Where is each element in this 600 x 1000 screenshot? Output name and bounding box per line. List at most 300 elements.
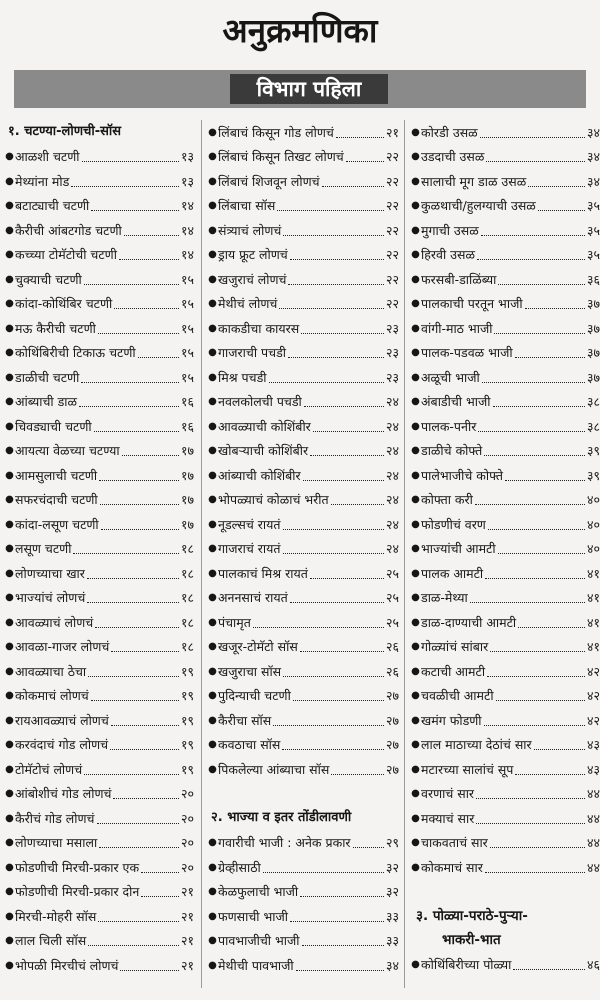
toc-entry-title: पालकाचं मिश्र रायतं: [218, 565, 308, 581]
bullet-icon: ●: [208, 224, 217, 236]
bullet-icon: ●: [5, 641, 14, 653]
dot-leader: [310, 451, 384, 456]
toc-entry: [410, 757, 600, 782]
toc-list: [207, 831, 399, 978]
dot-leader: [263, 868, 384, 873]
bullet-icon: ●: [5, 494, 14, 506]
toc-entry-page: २१: [180, 933, 194, 949]
bullet-icon: ●: [411, 763, 420, 775]
toc-entry-page: १५: [180, 271, 194, 287]
toc-entry: [4, 904, 194, 929]
toc-entry: [207, 953, 399, 978]
toc-entry-page: १७: [180, 516, 194, 532]
toc-entry-page: २२: [385, 222, 399, 238]
dot-leader: [87, 574, 179, 579]
dot-leader: [288, 353, 384, 358]
dot-leader: [528, 182, 585, 187]
toc-entry: [207, 243, 399, 268]
toc-entry-page: ३८: [586, 394, 600, 410]
toc-entry-title: अननसाचं रायतं: [218, 590, 288, 606]
bullet-icon: ●: [208, 273, 217, 285]
toc-entry-page: २१: [180, 908, 194, 924]
toc-entry-page: १८: [180, 565, 194, 581]
dot-leader: [484, 721, 585, 726]
bullet-icon: ●: [208, 518, 217, 530]
dot-leader: [485, 574, 585, 579]
toc-entry-page: २२: [385, 296, 399, 312]
toc-entry-title: मुगाची उसळ: [421, 222, 479, 238]
toc-entry: [4, 659, 194, 684]
toc-entry-title: पावभाजीची भाजी: [218, 933, 300, 949]
bullet-icon: ●: [208, 543, 217, 555]
dot-leader: [301, 329, 384, 334]
bullet-icon: ●: [5, 861, 14, 873]
toc-entry-title: आवळा-गाजर लोणचं: [15, 639, 110, 655]
dot-leader: [476, 794, 585, 799]
dot-leader: [302, 941, 384, 946]
toc-entry-title: भोपळ्याचं कोळाचं भरीत: [218, 492, 329, 508]
dot-leader: [505, 476, 585, 481]
dot-leader: [79, 402, 179, 407]
bullet-icon: ●: [5, 886, 14, 898]
bullet-icon: ●: [208, 910, 217, 922]
dot-leader: [283, 231, 384, 236]
toc-entry-page: १४: [180, 198, 194, 214]
dot-leader: [269, 378, 384, 383]
toc-entry-page: ४२: [586, 688, 600, 704]
toc-entry-page: १७: [180, 443, 194, 459]
dot-leader: [91, 206, 179, 211]
toc-entry-page: २४: [385, 394, 399, 410]
toc-entry-title: कटाची आमटी: [421, 663, 486, 679]
toc-entry: [410, 145, 600, 170]
toc-entry-title: ग्रेव्हीसाठी: [218, 859, 261, 875]
toc-entry: [207, 708, 399, 733]
dot-leader: [84, 770, 179, 775]
toc-entry: [410, 855, 600, 880]
toc-entry-title: पालकाची परतून भाजी: [421, 296, 523, 312]
toc-column-2: [207, 120, 399, 978]
dot-leader: [470, 598, 585, 603]
toc-entry-title: करवंदाचं गोड लोणचं: [15, 737, 109, 753]
bullet-icon: ●: [411, 592, 420, 604]
toc-entry: [410, 782, 600, 807]
toc-entry-title: बटाट्याची चटणी: [15, 198, 90, 214]
dot-leader: [81, 378, 179, 383]
toc-entry-page: २४: [385, 443, 399, 459]
toc-entry-title: कच्च्या टोमॅटोची चटणी: [15, 247, 117, 263]
bullet-icon: ●: [5, 592, 14, 604]
bullet-icon: ●: [5, 200, 14, 212]
dot-leader: [98, 917, 179, 922]
toc-entry-title: पंचामृत: [218, 614, 251, 630]
dot-leader: [487, 672, 585, 677]
toc-entry-title: गवारीची भाजी : अनेक प्रकार: [218, 835, 351, 851]
section-heading-2: २. भाज्या व इतर तोंडीलावणी: [211, 810, 352, 825]
bullet-icon: ●: [5, 298, 14, 310]
toc-entry: [4, 365, 194, 390]
dot-leader: [293, 696, 384, 701]
toc-entry-page: २७: [385, 761, 399, 777]
toc-entry-title: पालक-पनीर: [421, 418, 477, 434]
dot-leader: [113, 794, 179, 799]
bullet-icon: ●: [5, 739, 14, 751]
toc-entry: [410, 806, 600, 831]
toc-entry-title: अळूची भाजी: [421, 369, 480, 385]
toc-entry-page: २७: [385, 688, 399, 704]
toc-entry: [4, 561, 194, 586]
bullet-icon: ●: [411, 420, 420, 432]
dot-leader: [100, 500, 179, 505]
dot-leader: [296, 966, 384, 971]
bullet-icon: ●: [5, 935, 14, 947]
section-heading-3-line-1: ३. पोळ्या-पराठे-पुऱ्या-: [416, 908, 528, 924]
bullet-icon: ●: [5, 567, 14, 579]
dot-leader: [518, 623, 585, 628]
toc-entry-page: २६: [385, 639, 399, 655]
toc-entry: [410, 292, 600, 317]
dot-leader: [538, 206, 585, 211]
toc-entry-page: १७: [180, 467, 194, 483]
bullet-icon: ●: [208, 469, 217, 481]
dot-leader: [534, 745, 585, 750]
toc-entry: [207, 463, 399, 488]
dot-leader: [480, 133, 585, 138]
toc-entry: [207, 488, 399, 513]
toc-entry: [410, 586, 600, 611]
toc-entry-page: २१: [180, 957, 194, 973]
toc-entry-title: टोमॅटोचं लोणचं: [15, 761, 83, 777]
section-heading-3-line-2: भाकरी-भात: [442, 932, 501, 948]
toc-entry-page: २९: [385, 835, 399, 851]
toc-entry: [410, 733, 600, 758]
dot-leader: [110, 745, 179, 750]
dot-leader: [353, 843, 384, 848]
toc-entry-page: २५: [385, 590, 399, 606]
bullet-icon: ●: [5, 812, 14, 824]
dot-leader: [283, 549, 384, 554]
toc-entry-title: पिकलेल्या आंब्याचा सॉस: [218, 761, 330, 777]
dot-leader: [290, 917, 384, 922]
dot-leader: [331, 770, 384, 775]
toc-entry-title: हिरवी उसळ: [421, 247, 475, 263]
toc-entry: [207, 880, 399, 905]
toc-entry-title: खमंग फोडणी: [421, 712, 482, 728]
toc-entry-title: आवळ्याचा ठेचा: [15, 663, 87, 679]
toc-entry-page: ४१: [586, 590, 600, 606]
toc-entry: [410, 218, 600, 243]
bullet-icon: ●: [5, 445, 14, 457]
toc-entry: [410, 316, 600, 341]
toc-entry-title: मेथीची पावभाजी: [218, 957, 294, 973]
toc-entry: [4, 512, 194, 537]
dot-leader: [303, 476, 384, 481]
bullet-icon: ●: [208, 151, 217, 163]
toc-entry: [4, 708, 194, 733]
toc-entry: [4, 488, 194, 513]
toc-entry: [410, 169, 600, 194]
toc-entry-title: फणसाची भाजी: [218, 908, 289, 924]
bullet-icon: ●: [208, 616, 217, 628]
dot-leader: [282, 745, 384, 750]
dot-leader: [71, 182, 179, 187]
toc-entry: [4, 145, 194, 170]
toc-entry-page: ४१: [586, 639, 600, 655]
toc-entry-title: संत्र्याचं लोणचं: [218, 222, 282, 238]
toc-entry-title: आंबोशीचं गोड लोणचं: [15, 786, 112, 802]
toc-entry-title: फोडणीची मिरची-प्रकार एक: [15, 859, 140, 875]
bullet-icon: ●: [411, 567, 420, 579]
toc-entry: [4, 929, 194, 954]
toc-entry: [4, 537, 194, 562]
toc-entry: [4, 463, 194, 488]
toc-entry-title: फोडणीची मिरची-प्रकार दोन: [15, 884, 140, 900]
dot-leader: [111, 721, 179, 726]
toc-entry-page: १५: [180, 369, 194, 385]
bullet-icon: ●: [208, 690, 217, 702]
bullet-icon: ●: [208, 714, 217, 726]
dot-leader: [120, 966, 179, 971]
dot-leader: [484, 451, 585, 456]
bullet-icon: ●: [5, 763, 14, 775]
toc-entry-page: ३५: [586, 198, 600, 214]
dot-leader: [496, 696, 585, 701]
bullet-icon: ●: [411, 616, 420, 628]
toc-entry-title: लोणच्याचा खार: [15, 565, 85, 581]
dot-leader: [82, 157, 179, 162]
toc-entry-page: ३७: [586, 320, 600, 336]
dot-leader: [141, 868, 179, 873]
toc-entry: [207, 341, 399, 366]
bullet-icon: ●: [208, 298, 217, 310]
bullet-icon: ●: [411, 224, 420, 236]
dot-leader: [300, 892, 384, 897]
toc-entry-page: १९: [180, 761, 194, 777]
toc-entry: [410, 610, 600, 635]
toc-entry: [410, 684, 600, 709]
toc-entry: [4, 218, 194, 243]
dot-leader: [91, 696, 179, 701]
bullet-icon: ●: [208, 371, 217, 383]
dot-leader: [310, 574, 384, 579]
toc-entry-title: लोणच्याचा मसाला: [15, 835, 98, 851]
toc-entry-title: लसूण चटणी: [15, 541, 72, 557]
bullet-icon: ●: [5, 837, 14, 849]
dot-leader: [498, 549, 585, 554]
toc-entry-title: पालक आमटी: [421, 565, 484, 581]
toc-entry: [410, 635, 600, 660]
toc-entry-title: गाजराची पचडी: [218, 345, 287, 361]
dot-leader: [494, 329, 585, 334]
toc-entry-page: २५: [385, 614, 399, 630]
toc-entry-title: ड्राय फ्रूट लोणचं: [218, 247, 288, 263]
bullet-icon: ●: [5, 371, 14, 383]
bullet-icon: ●: [411, 273, 420, 285]
toc-entry-page: ४०: [586, 516, 600, 532]
toc-entry-page: २४: [385, 492, 399, 508]
bullet-icon: ●: [5, 959, 14, 971]
toc-entry-page: ३४: [586, 173, 600, 189]
toc-entry-title: मेथ्यांना मोड: [15, 173, 70, 189]
toc-entry: [4, 243, 194, 268]
toc-entry-title: आंब्याची डाळ: [15, 394, 78, 410]
bullet-icon: ●: [411, 665, 420, 677]
toc-entry-title: मऊ कैरीची चटणी: [15, 320, 96, 336]
toc-entry-page: १४: [180, 222, 194, 238]
toc-entry-title: फरसबी-डाळिंब्या: [421, 271, 497, 287]
toc-entry-title: काकडीचा कायरस: [218, 320, 300, 336]
toc-entry-page: १४: [180, 247, 194, 263]
bullet-icon: ●: [208, 420, 217, 432]
bullet-icon: ●: [5, 249, 14, 261]
toc-entry-page: ४४: [586, 786, 600, 802]
bullet-icon: ●: [411, 396, 420, 408]
toc-entry: [207, 439, 399, 464]
toc-entry-title: कोथिंबिरीच्या पोळ्या: [421, 956, 512, 972]
toc-entry-title: डाळ-मेथ्या: [421, 590, 468, 606]
toc-entry-title: मक्याचं सार: [421, 810, 475, 826]
toc-entry-title: डाळीचे कोफ्ते: [421, 443, 483, 459]
toc-list: [410, 952, 600, 977]
toc-entry-page: २७: [385, 712, 399, 728]
dot-leader: [485, 868, 585, 873]
bullet-icon: ●: [411, 175, 420, 187]
dot-leader: [490, 647, 585, 652]
bullet-icon: ●: [411, 298, 420, 310]
bullet-icon: ●: [411, 200, 420, 212]
dot-leader: [300, 647, 384, 652]
dot-leader: [124, 231, 179, 236]
toc-entry: [207, 267, 399, 292]
dot-leader: [141, 892, 179, 897]
bullet-icon: ●: [208, 322, 217, 334]
bullet-icon: ●: [208, 396, 217, 408]
toc-entry: [4, 806, 194, 831]
toc-entry: [4, 880, 194, 905]
toc-entry-title: आयत्या वेळच्या चटण्या: [15, 443, 120, 459]
toc-entry-page: २०: [180, 835, 194, 851]
bullet-icon: ●: [411, 812, 420, 824]
toc-entry-title: लाल माठाच्या देठांचं सार: [421, 737, 532, 753]
dot-leader: [477, 255, 585, 260]
toc-entry-page: १५: [180, 345, 194, 361]
bullet-icon: ●: [5, 714, 14, 726]
toc-entry-title: वांगी-माठ भाजी: [421, 320, 493, 336]
toc-entry: [4, 855, 194, 880]
bullet-icon: ●: [5, 396, 14, 408]
toc-entry: [410, 659, 600, 684]
toc-entry-page: २३: [385, 320, 399, 336]
dot-leader: [346, 157, 384, 162]
toc-entry-title: अंबाडीची भाजी: [421, 394, 491, 410]
bullet-icon: ●: [411, 322, 420, 334]
dot-leader: [277, 206, 384, 211]
toc-entry-page: ३४: [385, 957, 399, 973]
toc-entry: [207, 145, 399, 170]
toc-entry-page: ३७: [586, 296, 600, 312]
toc-entry-title: गाजराचं रायतं: [218, 541, 281, 557]
toc-entry-page: ४३: [586, 761, 600, 777]
toc-entry: [207, 365, 399, 390]
dot-leader: [253, 623, 384, 628]
toc-entry-page: ३४: [586, 149, 600, 165]
dot-leader: [525, 304, 585, 309]
bullet-icon: ●: [411, 739, 420, 751]
toc-entry-title: खजूर-टोमॅटो सॉस: [218, 639, 298, 655]
toc-entry: [410, 708, 600, 733]
toc-entry: [4, 733, 194, 758]
toc-entry-title: सालाची मूग डाळ उसळ: [421, 173, 527, 189]
toc-entry-title: खजुराचं लोणचं: [218, 271, 287, 287]
dot-leader: [99, 476, 179, 481]
toc-entry-title: आंब्याची कोशिंबीर: [218, 467, 301, 483]
toc-entry-title: चवळीची आमटी: [421, 688, 494, 704]
toc-entry-title: खजुराचा सॉस: [218, 663, 282, 679]
dot-leader: [273, 721, 384, 726]
bullet-icon: ●: [411, 151, 420, 163]
dot-leader: [498, 280, 585, 285]
toc-entry-title: भाज्यांचं लोणचं: [15, 590, 86, 606]
toc-entry: [207, 659, 399, 684]
section-label: विभाग पहिला: [230, 74, 388, 104]
toc-entry-page: १९: [180, 712, 194, 728]
bullet-icon: ●: [5, 690, 14, 702]
dot-leader: [304, 402, 384, 407]
toc-entry-page: २४: [385, 467, 399, 483]
toc-entry-page: ४६: [586, 956, 600, 972]
toc-list: [4, 145, 194, 978]
toc-entry-page: ३९: [586, 467, 600, 483]
bullet-icon: ●: [208, 347, 217, 359]
toc-entry-page: ३३: [385, 933, 399, 949]
toc-entry-title: कोकमाचं सार: [421, 859, 483, 875]
toc-entry: [410, 243, 600, 268]
toc-entry-page: १३: [180, 173, 194, 189]
toc-entry-page: ३७: [586, 345, 600, 361]
dot-leader: [490, 843, 585, 848]
toc-entry-title: डाळ-दाण्याची आमटी: [421, 614, 517, 630]
toc-entry: [4, 610, 194, 635]
toc-entry-page: ३६: [586, 271, 600, 287]
toc-entry-page: २२: [385, 247, 399, 263]
toc-entry: [207, 194, 399, 219]
bullet-icon: ●: [411, 641, 420, 653]
toc-entry-title: कैरीची आंबटगोड चटणी: [15, 222, 122, 238]
dot-leader: [73, 549, 179, 554]
bullet-icon: ●: [411, 126, 420, 138]
bullet-icon: ●: [208, 445, 217, 457]
dot-leader: [515, 353, 585, 358]
toc-column-1: [4, 120, 194, 978]
toc-entry: [410, 512, 600, 537]
toc-entry: [410, 341, 600, 366]
dot-leader: [476, 819, 585, 824]
toc-entry-page: २२: [385, 271, 399, 287]
toc-entry-page: २४: [385, 516, 399, 532]
toc-entry: [4, 635, 194, 660]
bullet-icon: ●: [208, 837, 217, 849]
bullet-icon: ●: [208, 641, 217, 653]
toc-list: [410, 120, 600, 880]
toc-entry-page: ३५: [586, 247, 600, 263]
toc-entry: [4, 390, 194, 415]
toc-entry-page: ३५: [586, 222, 600, 238]
toc-entry-page: २५: [385, 565, 399, 581]
bullet-icon: ●: [5, 469, 14, 481]
toc-entry-page: २३: [385, 345, 399, 361]
toc-entry: [207, 610, 399, 635]
toc-entry: [207, 733, 399, 758]
